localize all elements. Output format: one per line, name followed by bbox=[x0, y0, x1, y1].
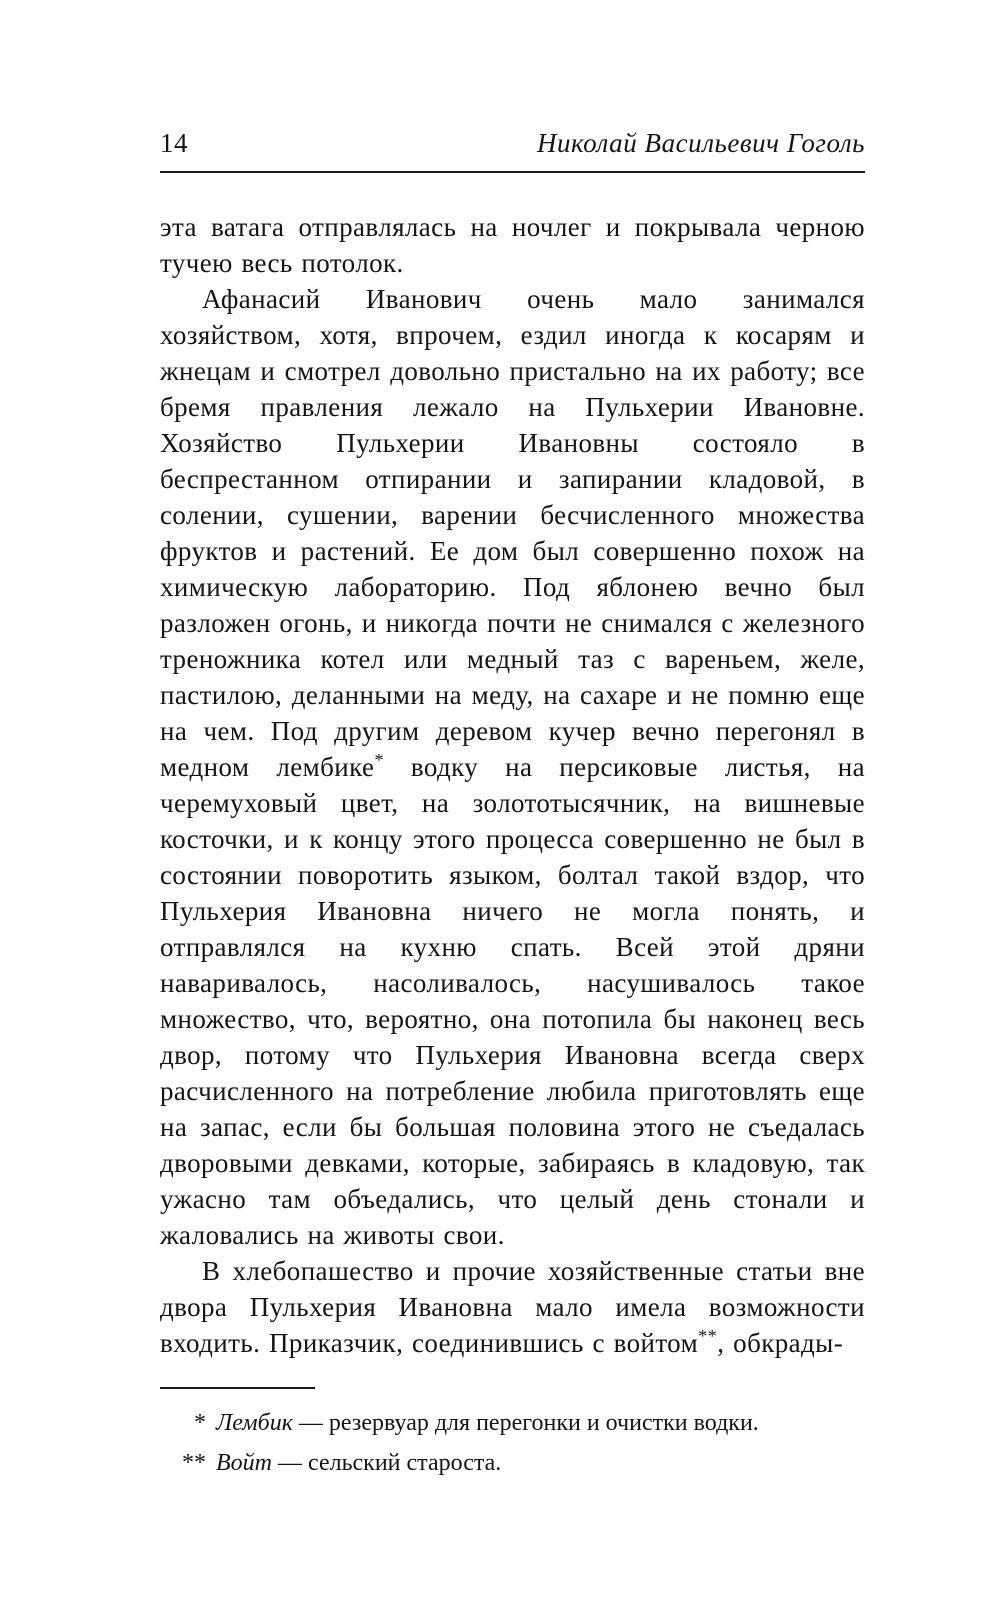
body-text bbox=[160, 209, 865, 1361]
footnotes bbox=[160, 1403, 865, 1483]
running-title: Николай Васильевич Гоголь bbox=[536, 128, 865, 158]
footnote bbox=[160, 1403, 865, 1443]
paragraph: Афанасий Иванович очень мало занимался хозяйством, хотя, впрочем, ездил иногда к косарям и жнецам и смотрел довольно пристально на их работу; все бремя правления лежало на Пульхерии Ивановне. Хозяйство Пульхерии Ивановны состояло в беспрестанном отпирании и запирании кладовой, в солении, сушении, варении бесчисленного множества фруктов и растений. Ее дом был совершенно похож на химическую лабораторию. Под яблонею вечно был разложен огонь, и никогда почти не снимался с железного треножника котел или медный таз с вареньем, желе, пастилою, деланными на меду, на сахаре и не помню еще на чем. Под другим деревом кучер вечно перегонял в медном лембике* водку на персиковые листья, на черемуховый цвет, на золототысячник, на вишневые косточки, и к концу этого процесса совершенно не был в состоянии поворотить языком, болтал такой вздор, что Пульхерия Ивановна ничего не могла понять, и отправлялся на кухню спать. Всей этой дряни наваривалось, насоливалось, насушивалось такое множество, что, вероятно, она потопила бы наконец весь двор, потому что Пульхерия Ивановна всегда сверх расчисленного на потребление любила приготовлять еще на запас, если бы большая половина этого не съедалась дворовыми девками, которые, забираясь в кладовую, так ужасно там объедались, что целый день стонали и жаловались на животы свои. bbox=[160, 284, 865, 1250]
footnote bbox=[160, 1443, 865, 1483]
footnote-marker: ** bbox=[182, 1450, 206, 1476]
footnote-definition: — резервуар для перегонки и очистки водки. bbox=[298, 1410, 759, 1436]
page-number: 14 bbox=[160, 128, 189, 158]
header-rule bbox=[160, 171, 865, 173]
footnote-term: Лембик bbox=[216, 1410, 299, 1436]
footnote-term: Войт bbox=[216, 1450, 278, 1476]
paragraph: эта ватага отправлялась на ночлег и покрывала черною тучею весь потолок. bbox=[160, 212, 865, 278]
footnote-separator bbox=[160, 1387, 315, 1389]
footnote-marker: * bbox=[194, 1410, 206, 1436]
footnote-reference: ** bbox=[698, 1326, 718, 1346]
paragraph: В хлебопашество и прочие хозяйственные статьи вне двора Пульхерия Ивановна мало имела возможности входить. Приказчик, соединившись с войтом**, обкрады- bbox=[160, 1256, 865, 1358]
running-header bbox=[160, 128, 865, 158]
footnote-reference: * bbox=[374, 750, 384, 770]
footnote-definition: — сельский староста. bbox=[278, 1450, 502, 1476]
